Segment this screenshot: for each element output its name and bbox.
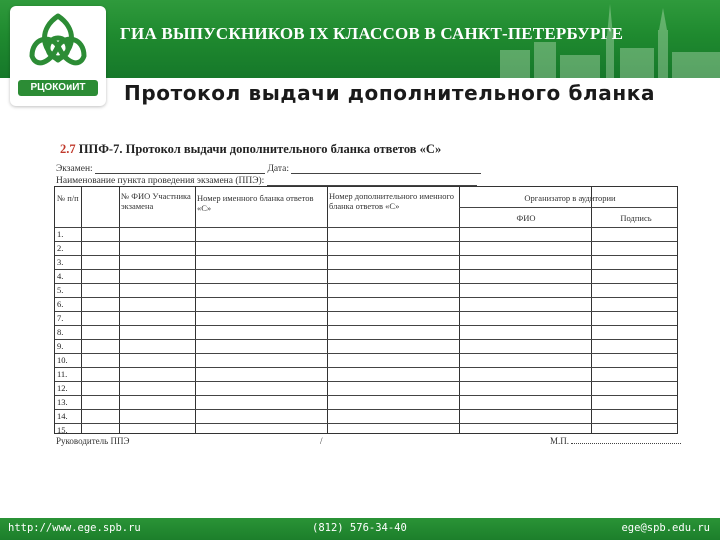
row-label: 5.: [57, 285, 64, 295]
col-header-fio: № ФИО Участника экзамена: [121, 191, 191, 211]
col-header-organizer-sign: Подпись: [620, 213, 652, 223]
footer-phone: (812) 576-34-40: [312, 522, 407, 534]
footer-bar: [0, 518, 720, 540]
header-title: ГИА ВЫПУСКНИКОВ IX КЛАССОВ В САНКТ-ПЕТЕРБУРГЕ: [120, 24, 624, 43]
col-header-organizer-fio: ФИО: [516, 213, 536, 223]
row-label: 8.: [57, 327, 64, 337]
row-label: 1.: [57, 229, 64, 239]
form-number: 2.7: [60, 142, 76, 156]
row-label: 4.: [57, 271, 64, 281]
protocol-document-image: [50, 138, 686, 450]
form-title: [60, 142, 441, 157]
row-label: 12.: [57, 383, 68, 393]
exam-label: Экзамен:: [56, 164, 93, 174]
form-title-text: ППФ-7. Протокол выдачи дополнительного бланка ответов «С»: [78, 142, 442, 156]
row-label: 14.: [57, 411, 68, 421]
row-label: 9.: [57, 341, 64, 351]
logo: [10, 6, 106, 106]
row-label: 7.: [57, 313, 64, 323]
header-bar: [0, 0, 720, 78]
row-label: 11.: [57, 369, 68, 379]
protocol-table: [54, 186, 678, 434]
row-label: 6.: [57, 299, 64, 309]
col-header-named-blank: Номер именного бланка ответов «С»: [197, 193, 314, 213]
logo-text: РЦОКОиИТ: [18, 80, 98, 96]
footer-website-link[interactable]: http://www.ege.spb.ru: [8, 522, 141, 534]
row-label: 15.: [57, 425, 68, 435]
col-header-extra-blank: Номер дополнительного именного бланка ответов «С»: [329, 191, 454, 211]
ppe-line: [56, 176, 477, 186]
footer-email-link[interactable]: ege@spb.edu.ru: [621, 522, 710, 534]
row-label: 3.: [57, 257, 64, 267]
exam-line: [56, 164, 481, 174]
trefoil-logo-icon: [10, 8, 106, 84]
footer-stamp-label: М.П.: [550, 436, 570, 446]
footer-head-ppe: Руководитель ППЭ: [56, 436, 130, 446]
row-label: 13.: [57, 397, 68, 407]
col-header-num: № п/п: [57, 193, 79, 203]
row-label: 2.: [57, 243, 64, 253]
slide-title: Протокол выдачи дополнительного бланка: [124, 81, 656, 105]
footer-stamp: [550, 436, 681, 446]
footer-slash: /: [320, 436, 323, 446]
row-label: 10.: [57, 355, 68, 365]
ppe-label: Наименование пункта проведения экзамена (ППЭ):: [56, 176, 265, 186]
col-header-organizer: Организатор в аудитории: [524, 193, 616, 203]
date-label: Дата:: [267, 164, 290, 174]
